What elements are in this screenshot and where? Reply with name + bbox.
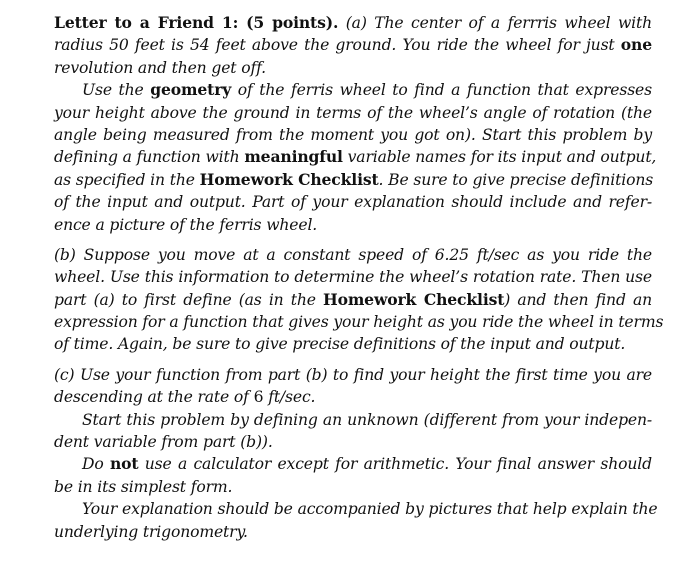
- emphasis-not: not: [109, 454, 139, 474]
- part-a-line-1: [54, 12, 652, 34]
- part-c-line-2: [54, 386, 652, 408]
- part-a-text: Use the: [82, 81, 151, 100]
- part-b-line-3: [54, 289, 652, 311]
- part-b-text: wheel. Use this information to determine the wheel’s rotation rate. Then use: [54, 268, 652, 287]
- part-a-line-3: [54, 57, 652, 79]
- emphasis-one: one: [620, 35, 652, 55]
- part-c-text: use a calculator except for arithmetic. Your final answer should: [138, 455, 652, 474]
- part-a-label: (a): [345, 14, 367, 32]
- part-a-line-10: [54, 214, 652, 236]
- part-b-line-5: [54, 333, 652, 355]
- part-c-text: ft/sec.: [263, 388, 316, 407]
- rate-value: 6: [253, 388, 264, 407]
- part-b-line-4: [54, 311, 664, 333]
- part-c-text: (c) Use your function from part (b) to find your height the first time you are: [54, 365, 652, 384]
- homework-checklist-ref: Homework Checklist: [322, 289, 505, 309]
- part-b-line-2: [54, 266, 652, 288]
- part-a-text: your height above the ground in terms of the wheel’s angle of rotation (the: [54, 103, 652, 122]
- part-a-text: The center of a ferrris wheel with: [374, 14, 653, 32]
- problem-title: Letter to a Friend 1: (5 points).: [54, 13, 339, 32]
- part-a-text: . Be sure to give precise definitions: [378, 170, 654, 189]
- part-b-text: expression for a function that gives your height as you ride the wheel in terms: [54, 313, 664, 332]
- part-c-text: dent variable from part (b)).: [54, 433, 273, 452]
- part-c-line-1: [54, 364, 652, 386]
- part-b-text: (b) Suppose you move at a constant speed of 6.25 ft/sec as you ride the: [54, 245, 652, 264]
- part-a-text: of the ferris wheel to find a function that expresses: [231, 81, 652, 100]
- part-a-text: variable names for its input and output,: [342, 148, 657, 167]
- part-c-text: descending at the rate of: [54, 388, 254, 407]
- part-a-line-9: [54, 191, 652, 213]
- part-c-text: be in its simplest form.: [54, 477, 233, 496]
- part-c-line-7: [54, 498, 658, 520]
- part-c-line-8: [54, 521, 652, 543]
- part-a-line-6: [54, 124, 652, 146]
- part-a-line-8: [54, 169, 652, 191]
- homework-checklist-ref: Homework Checklist: [199, 169, 379, 189]
- emphasis-meaningful: meaningful: [244, 147, 343, 167]
- part-c-text: underlying trigonometry.: [54, 522, 248, 541]
- part-b-text: of time. Again, be sure to give precise definitions of the input and output.: [54, 335, 626, 354]
- part-c-line-3: [54, 409, 652, 431]
- part-b-line-1: [54, 244, 652, 266]
- part-c-text: Start this problem by defining an unknown (different from your indepen-: [82, 410, 652, 429]
- emphasis-geometry: geometry: [150, 80, 232, 100]
- part-b-text: part (a) to first define (as in the: [54, 290, 323, 309]
- part-b-text: ) and then find an: [504, 290, 652, 309]
- part-a-line-7: [54, 146, 657, 168]
- part-a-text: as specified in the: [54, 170, 200, 189]
- part-c-text: Do: [82, 455, 110, 474]
- part-c-line-6: [54, 476, 652, 498]
- problem-text: [54, 12, 664, 543]
- part-a-text: radius 50 feet is 54 feet above the ground. You ride the wheel for just: [54, 36, 621, 55]
- part-a-text: angle being measured from the moment you got on). Start this problem by: [54, 125, 652, 144]
- part-c-line-4: [54, 431, 652, 453]
- part-a-text: revolution and then get off.: [54, 58, 266, 77]
- part-a-text: defining a function with: [54, 148, 245, 167]
- part-a-text: of the input and output. Part of your explanation should include and refer-: [54, 193, 652, 212]
- part-a-line-2: [54, 34, 652, 56]
- part-a-line-4: [54, 79, 652, 101]
- part-c-text: Your explanation should be accompanied by pictures that help explain the: [82, 500, 658, 519]
- part-a-text: ence a picture of the ferris wheel.: [54, 215, 318, 234]
- part-c-line-5: [54, 453, 652, 475]
- part-a-line-5: [54, 102, 652, 124]
